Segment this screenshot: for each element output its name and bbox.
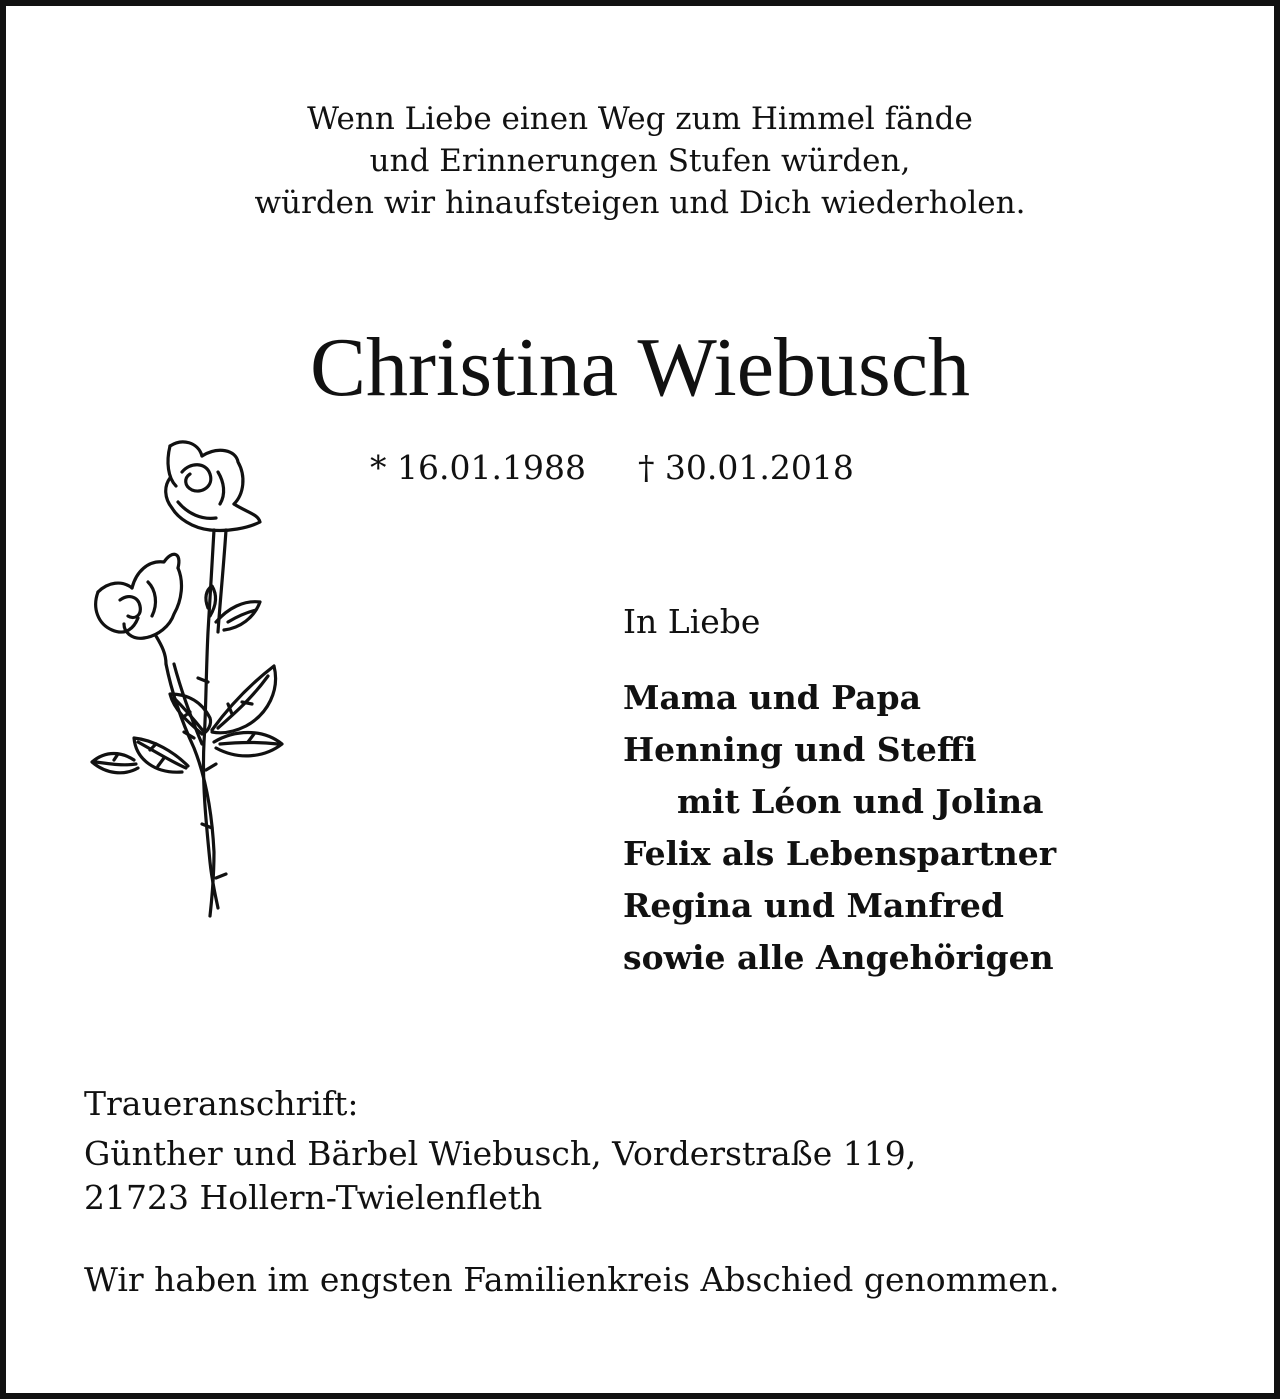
mourner-name: Henning und Steffi	[623, 730, 977, 769]
poem-line-1: Wenn Liebe einen Weg zum Himmel fände	[307, 101, 973, 137]
mourner-name: sowie alle Angehörigen	[623, 938, 1054, 977]
address-label: Traueranschrift:	[84, 1084, 359, 1123]
closing-note: Wir haben im engsten Familienkreis Abschied genommen.	[84, 1260, 1060, 1299]
deceased-name: Christina Wiebusch	[310, 321, 970, 414]
mourning-address	[84, 1082, 916, 1220]
rose-icon	[78, 432, 288, 922]
death-date: † 30.01.2018	[637, 448, 854, 487]
mourner-name: Regina und Manfred	[623, 886, 1004, 925]
mourners-intro: In Liebe	[623, 602, 761, 641]
mourner-name: mit Léon und Jolina	[677, 782, 1044, 821]
poem-line-2: und Erinnerungen Stufen würden,	[369, 143, 911, 179]
poem-line-3: würden wir hinaufsteigen und Dich wiederholen.	[254, 185, 1026, 221]
poem	[0, 98, 1280, 224]
birth-date: * 16.01.1988	[370, 448, 586, 487]
mourner-name: Mama und Papa	[623, 678, 922, 717]
mourner-name: Felix als Lebenspartner	[623, 834, 1057, 873]
address-line-1: Günther und Bärbel Wiebusch, Vorderstraße 119,	[84, 1134, 917, 1173]
life-dates	[370, 446, 854, 490]
mourners-list	[623, 672, 1056, 984]
address-line-2: 21723 Hollern-Twielenfleth	[84, 1178, 543, 1217]
